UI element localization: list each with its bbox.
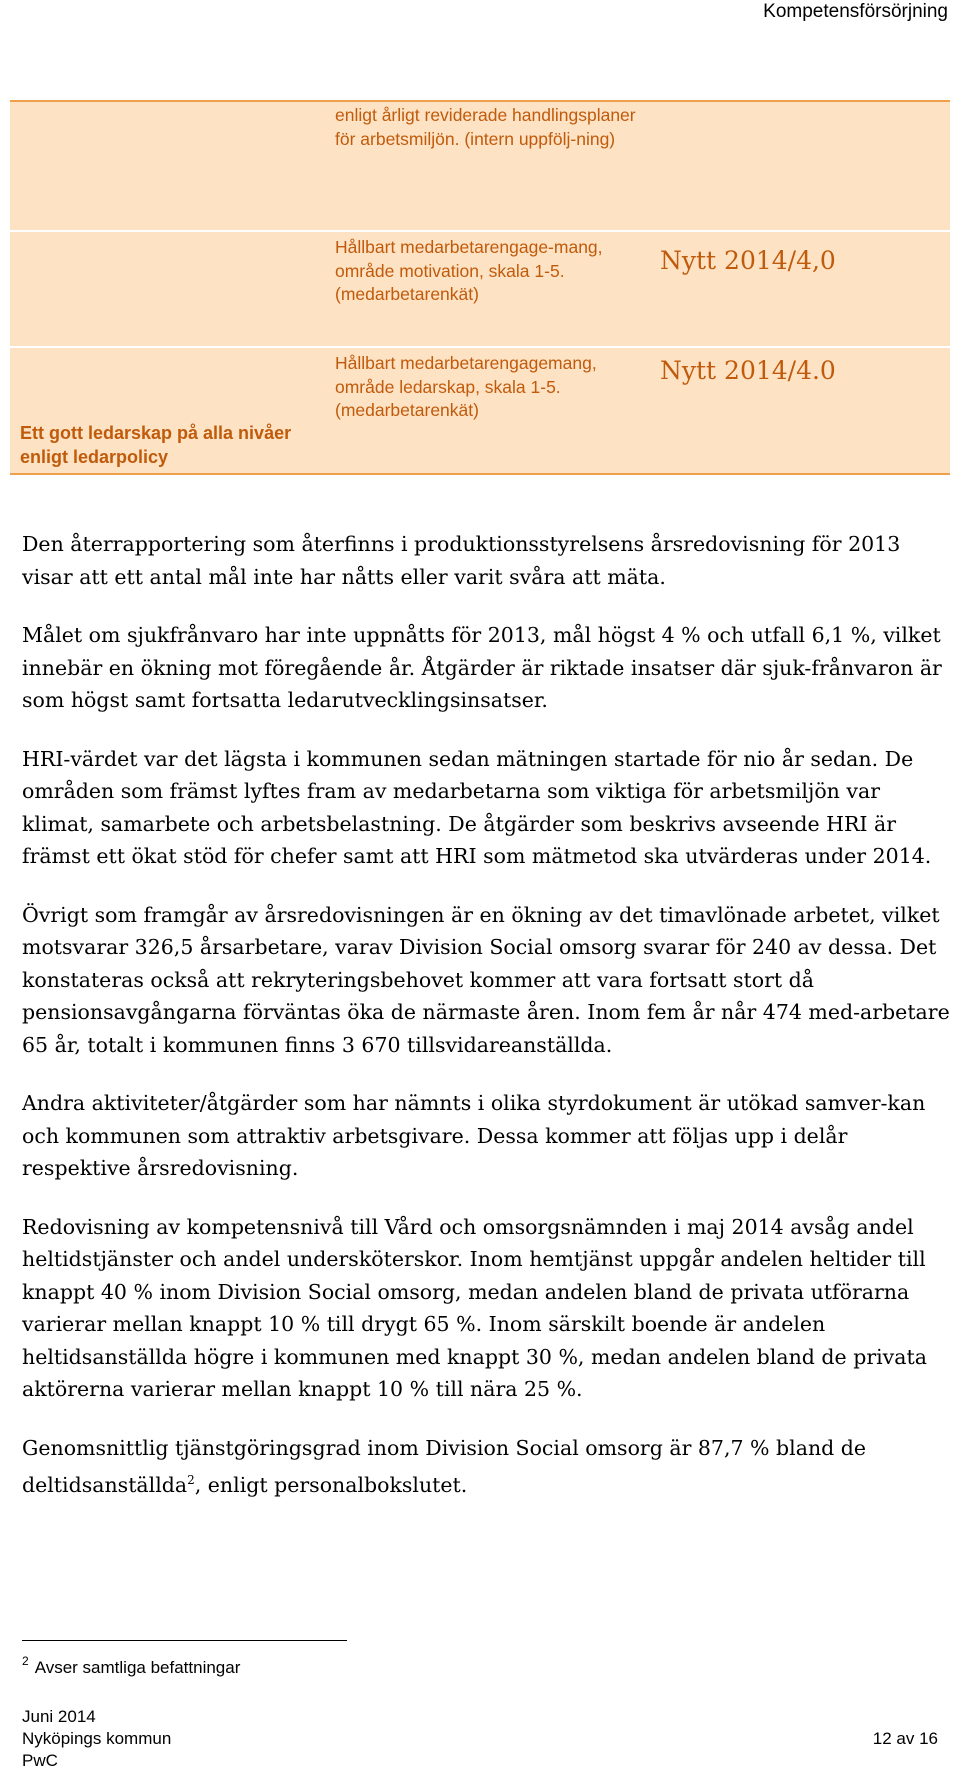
page-number: 12 av 16 xyxy=(872,1729,938,1748)
paragraph: Övrigt som framgår av årsredovisningen är en ökning av det timavlönade arbetet, vilket motsvarar 326,5 årsarbetare, varav Division Social omsorg svarar för 240 av dessa. Det konstateras också att rekryteringsbehovet kommer att vara fortsatt stort då pensionsavgångarna förväntas öka de närmaste åren. Inom fem år når 474 med-arbetare 65 år, totalt i kommunen finns 3 670 tillsvidareanställda. xyxy=(22,902,950,1057)
table-row xyxy=(10,102,950,230)
paragraph: HRI-värdet var det lägsta i kommunen sedan mätningen startade för nio år sedan. De områden som främst lyftes fram av medarbetarna som viktiga för arbetsmiljön var klimat, samarbete och arbetsbelastning. De åtgärder som beskrivs avseende HRI är främst ett ökat stöd för chefer samt att HRI som mätmetod ska utvärderas under 2014. xyxy=(22,746,932,868)
footnote-divider xyxy=(22,1640,347,1641)
goal-cell xyxy=(10,348,322,473)
footnote xyxy=(22,1650,240,1679)
footer-date: Juni 2014 xyxy=(22,1707,96,1726)
page-footer xyxy=(22,1706,171,1772)
footnote-number: 2 xyxy=(22,1654,29,1668)
paragraph: Andra aktiviteter/åtgärder som har nämnts i olika styrdokument är utökad samver-kan och kommunen som attraktiv arbetsgivare. Dessa kommer att följas upp i delår respektive årsredovisning. xyxy=(22,1091,926,1180)
paragraph: Genomsnittlig tjänstgöringsgrad inom Division Social omsorg är 87,7 % bland de deltidsanställda$^2$, enligt personalbokslutet. xyxy=(22,1435,867,1497)
goal-label: Ett gott ledarskap på alla nivåer enligt ledarpolicy xyxy=(20,423,292,467)
body-text xyxy=(22,528,952,1528)
target-cell xyxy=(642,102,950,230)
table-row xyxy=(10,346,950,473)
indicator-cell: enligt årligt reviderade handlingsplaner för arbetsmiljön. (intern uppfölj-ning) xyxy=(335,105,636,149)
footer-firm: PwC xyxy=(22,1751,58,1770)
paragraph: Målet om sjukfrånvaro har inte uppnåtts för 2013, mål högst 4 % och utfall 6,1 %, vilket innebär en ökning mot föregående år. Åtgärder är riktade insatser där sjuk-frånvaron är som högst samt fortsatta ledarutvecklingsinsatser. xyxy=(22,623,942,712)
table-row xyxy=(10,230,950,346)
indicator-cell: Hållbart medarbetarengage-mang, område motivation, skala 1-5. (medarbetarenkät) xyxy=(335,237,603,304)
target-cell: Nytt 2014/4,0 xyxy=(660,246,836,275)
goal-cell xyxy=(10,232,322,346)
indicator-cell: Hållbart medarbetarengagemang, område ledarskap, skala 1-5. (medarbetarenkät) xyxy=(335,353,597,420)
goal-cell xyxy=(10,102,322,230)
target-cell: Nytt 2014/4.0 xyxy=(660,356,836,385)
goals-table xyxy=(10,100,950,475)
page-header-title: Kompetensförsörjning xyxy=(763,1,948,22)
footnote-reference: 2 xyxy=(187,1473,195,1487)
footer-organization: Nyköpings kommun xyxy=(22,1729,172,1748)
paragraph: Den återrapportering som återfinns i produktionsstyrelsens årsredovisning för 2013 visar att ett antal mål inte har nåtts eller varit svåra att mäta. xyxy=(22,532,901,589)
paragraph: Redovisning av kompetensnivå till Vård och omsorgsnämnden i maj 2014 avsåg andel heltidstjänster och andel undersköterskor. Inom hemtjänst uppgår andelen heltider till knappt 40 % inom Division Social omsorg, medan andelen bland de privata utförarna varierar mellan knappt 10 % till drygt 65 %. Inom särskilt boende är andelen heltidsanställda högre i kommunen med knappt 30 %, medan andelen bland de privata aktörerna varierar mellan knappt 10 % till nära 25 %. xyxy=(22,1214,927,1401)
footnote-text: Avser samtliga befattningar xyxy=(34,1658,241,1677)
